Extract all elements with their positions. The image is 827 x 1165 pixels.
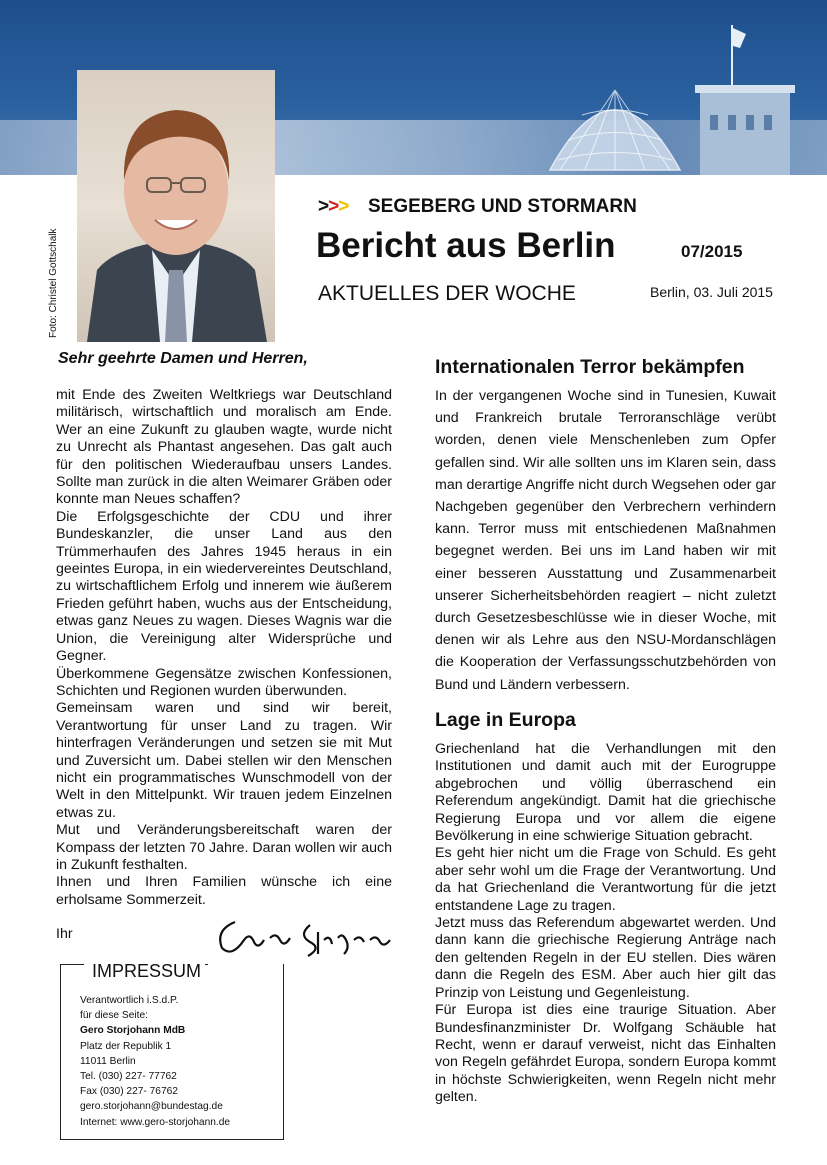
impressum-line: 11011 Berlin	[80, 1055, 136, 1067]
reichstag-dome-icon	[540, 60, 690, 175]
letter-greeting: Sehr geehrte Damen und Herren,	[58, 350, 308, 367]
letter-paragraph: Gemeinsam waren und sind wir bereit, Verantwortung für unser Land zu tragen. Wir hinterfragen Veränderungen und setzen sie mit Mut und Zuversicht um. Dabei stellen wir den Menschen nicht ein programmatisches Wunschmodell von der Welt in den Mittelpunkt. Wir trauen jedem Einzelnen etwas zu.	[56, 700, 392, 821]
issue-number: 07/2015	[681, 242, 743, 261]
impressum-line: Verantwortlich i.S.d.P.	[80, 995, 179, 1006]
impressum-name: Gero Storjohann MdB	[80, 1025, 186, 1037]
letter-paragraph: Überkommene Gegensätze zwischen Konfessionen, Schichten und Regionen wurden überwunden.	[56, 665, 392, 699]
impressum-email: gero.storjohann@bundestag.de	[80, 1101, 223, 1113]
article-paragraph: Es geht hier nicht um die Frage von Schuld. Es geht aber sehr wohl um die Frage der Verantwortung. Und da hat Griechenland die Verantwortung für die jetzt entstandene Lage zu tragen.	[435, 845, 776, 914]
flag-building-icon	[680, 20, 800, 175]
person-portrait-icon	[77, 70, 275, 342]
article-paragraph: Für Europa ist dies eine traurige Situation. Aber Bundesfinanzminister Dr. Wolfgang Schäuble hat Recht, wenn er darauf verweist, nicht das Einhalten von Regeln gefährdet Europa, sondern Europa kommt in höchste Schwierigkeiten, wenn Regeln nicht mehr gelten.	[435, 1002, 776, 1106]
article-paragraph: Griechenland hat die Verhandlungen mit den Institutionen und damit auch mit der Eurogruppe abgebrochen und völlig überraschend ein Referendum angekündigt. Damit hat die griechische Regierung Europa und vor allem die eigene Bevölkerung in eine schwierige Situation gebracht.	[435, 741, 776, 845]
article-heading-terror: Internationalen Terror bekämpfen	[435, 356, 745, 378]
photo-credit: Foto: Christel Gottschalk	[48, 228, 59, 338]
region-label: SEGEBERG UND STORMARN	[368, 196, 637, 217]
impressum-line: für diese Seite:	[80, 1010, 148, 1022]
signature-icon	[210, 910, 400, 960]
letter-paragraph: Die Erfolgsgeschichte der CDU und ihrer Bundeskanzler, die unser Land aus den Trümmerhaufen des Jahres 1945 heraus in ein geeintes Europa, in ein wiedervereintes Deutschland, zu wirtschaftlichem Erfolg und innerem wie äußerem Frieden geführt haben, wuchs aus der Entscheidung, etwas ganz Neues zu wagen. Dieses Wagnis war die Union, die Vereinigung alter Widersprüche und Gegner.	[56, 508, 392, 665]
letter-paragraph: Mut und Veränderungsbereitschaft waren der Kompass der letzten 70 Jahre. Daran wollen wir auch in Zukunft festhalten.	[56, 822, 392, 873]
impressum-title: IMPRESSUM	[88, 961, 205, 982]
article-body-terror	[435, 385, 776, 696]
page-subtitle: AKTUELLES DER WOCHE	[318, 282, 576, 305]
date-label: Berlin, 03. Juli 2015	[650, 284, 773, 300]
impressum-website: Internet: www.gero-storjohann.de	[80, 1116, 231, 1128]
letter-paragraph: mit Ende des Zweiten Weltkriegs war Deutschland militärisch, wirtschaftlich und moralisch am Ende. Wer an eine Zukunft zu glauben wagte, wurde nicht zu Unrecht als Phantast angesehen. Das galt auch für den politischen Wiederaufbau unsers Landes. Sollte man zurück in die alten Weimarer Gräben oder konnte man Neues schaffen?	[56, 387, 392, 508]
article-paragraph: Jetzt muss das Referendum abgewartet werden. Und dann kann die griechische Regierung Anträge nach den geltenden Regeln in der EU stellen. Dies wären dann die Regeln des ESM. Aber auch hier gilt das Prinzip von Leistung und Gegenleistung.	[435, 915, 776, 1001]
article-paragraph: In der vergangenen Woche sind in Tunesien, Kuwait und Frankreich brutale Terroranschläge verübt worden, denen viele Menschenleben zum Opfer gefallen sind. Wir alle sollten uns im Klaren sein, dass man derartige Angriffe nicht durch Wegsehen oder gar Nachgeben gegenüber den Verbrechern verhindern kann. Terror muss mit entschiedenen Maßnahmen begegnet werden. Bei uns im Land haben wir mit einer besseren Ausstattung und Zusammenarbeit unserer Sicherheitsbehörden reagiert – nicht zuletzt durch Gesetzesbeschlüsse wie in dieser Woche, mit denen wir als Lehre aus den NSU-Mordanschlägen die Kooperation der Verfassungsschutzbehörden von Bund und Ländern verbessern.	[435, 388, 776, 693]
article-body-europa	[435, 741, 776, 1107]
letter-body	[56, 387, 392, 909]
letter-paragraph: Ihnen und Ihren Familien wünsche ich eine erholsame Sommerzeit.	[56, 874, 392, 908]
letter-closing: Ihr	[56, 926, 73, 942]
impressum-details	[80, 993, 230, 1130]
impressum-line: Platz der Republik 1	[80, 1040, 172, 1052]
article-heading-europa: Lage in Europa	[435, 709, 576, 731]
impressum-phone: Tel. (030) 227- 77762	[80, 1071, 177, 1083]
impressum-fax: Fax (030) 227- 76762	[80, 1086, 178, 1098]
page-title: Bericht aus Berlin	[316, 226, 616, 265]
header-arrows: >>>	[318, 196, 349, 217]
portrait-photo	[77, 70, 275, 342]
impressum-border	[60, 964, 84, 965]
